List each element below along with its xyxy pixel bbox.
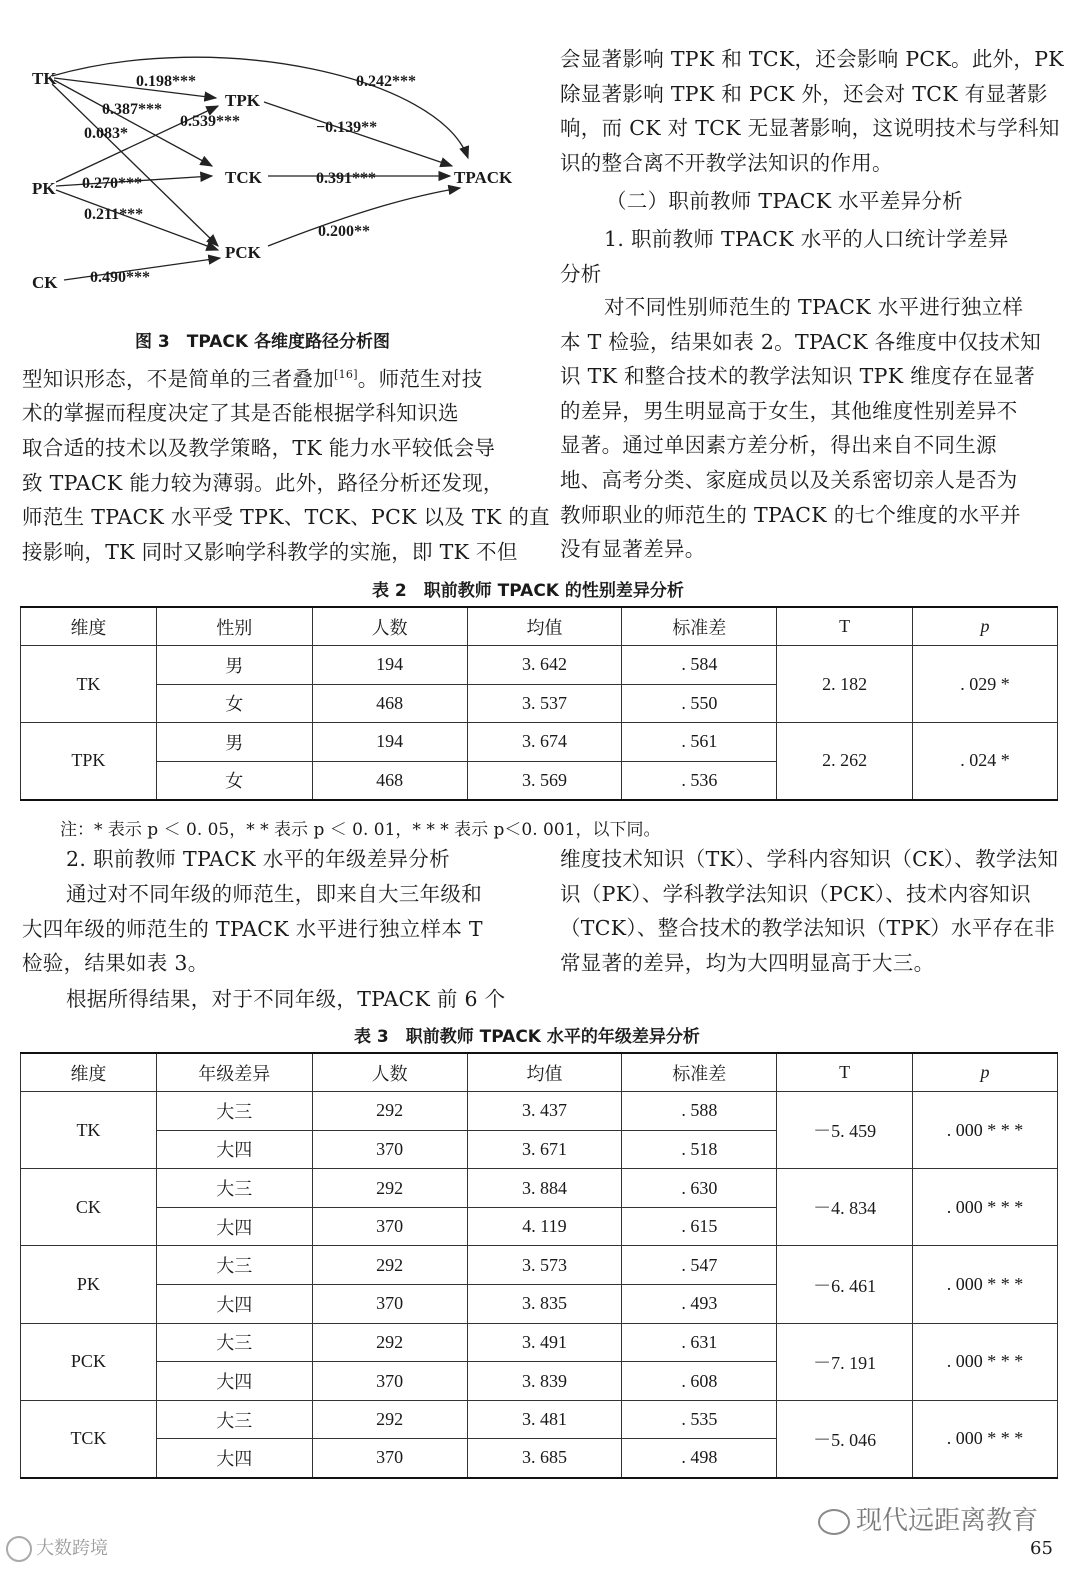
table-cell: 370 <box>312 1130 467 1169</box>
text-line: 常显著的差异，均为大四明显高于大三。 <box>560 950 935 975</box>
p-value-cell: . 024 * <box>913 723 1058 800</box>
table-cell: 292 <box>312 1092 467 1131</box>
text-line: 通过对不同年级的师范生，即来自大三年级和 <box>66 882 482 906</box>
text-line: 响，而 CK 对 TCK 无显著影响，这说明技术与学科知 <box>560 116 1060 141</box>
t-value-cell: 2. 262 <box>777 723 913 800</box>
table-cell: 292 <box>312 1323 467 1362</box>
table-cell: 女 <box>156 684 312 723</box>
table-cell: . 630 <box>622 1169 777 1208</box>
text-line: 识（PK）、学科教学法知识（PCK）、技术内容知识 <box>560 881 1031 906</box>
table-cell: . 536 <box>622 761 777 800</box>
right-paragraph-2 <box>560 290 1060 567</box>
p-value-cell: . 000 * * * <box>913 1092 1058 1169</box>
table-cell: 大三 <box>156 1169 312 1208</box>
table-cell: 194 <box>312 723 467 762</box>
right-paragraph-3 <box>560 842 1060 980</box>
table-cell: 大三 <box>156 1400 312 1439</box>
citation: [16] <box>334 368 358 381</box>
table-cell: 大四 <box>156 1130 312 1169</box>
table2 <box>20 606 1058 801</box>
page-number: 65 <box>1030 1538 1053 1559</box>
text-line: 维度技术知识（TK）、学科内容知识（CK）、教学法知 <box>560 847 1059 871</box>
table-cell: 女 <box>156 761 312 800</box>
table-cell: 3. 674 <box>467 723 622 762</box>
column-header: 人数 <box>312 1053 467 1092</box>
column-header: 人数 <box>312 607 467 646</box>
table-cell: 292 <box>312 1400 467 1439</box>
table-cell: 3. 537 <box>467 684 622 723</box>
text-line: 教师职业的师范生的 TPACK 的七个维度的水平并 <box>560 502 1021 527</box>
coef-pk-tpk: 0.539*** <box>180 113 240 130</box>
text-line: 显著。通过单因素方差分析，得出来自不同生源 <box>560 433 997 458</box>
text-line: 检验，结果如表 3。 <box>22 951 209 976</box>
bottom-logo <box>6 1534 108 1562</box>
t-value-cell: －7. 191 <box>777 1323 913 1400</box>
logo-text: 大数跨境 <box>36 1538 108 1559</box>
node-tck: TCK <box>225 168 262 187</box>
path-diagram <box>20 48 530 310</box>
table-cell: 大三 <box>156 1092 312 1131</box>
column-header: 维度 <box>21 607 157 646</box>
node-tpk: TPK <box>225 91 260 110</box>
coef-pck-tpack: 0.200** <box>318 223 370 240</box>
node-pck: PCK <box>225 243 261 262</box>
table-cell: 3. 835 <box>467 1285 622 1324</box>
text-line: 识的整合离不开教学法知识的作用。 <box>560 150 893 175</box>
table-cell: . 547 <box>622 1246 777 1285</box>
table-cell: 男 <box>156 646 312 685</box>
table-row <box>21 1169 1058 1208</box>
text-line: （TCK）、整合技术的教学法知识（TPK）水平存在非 <box>560 916 1056 941</box>
section-heading: （二）职前教师 TPACK 水平差异分析 <box>606 189 963 213</box>
table-cell: 370 <box>312 1285 467 1324</box>
node-pk: PK <box>32 179 56 198</box>
t-value-cell: －4. 834 <box>777 1169 913 1246</box>
table-note: 注：* 表示 p ＜ 0. 05，* * 表示 p ＜ 0. 01，* * * 表示 p＜0. 001，以下同。 <box>60 820 661 840</box>
p-value-cell: . 000 * * * <box>913 1169 1058 1246</box>
text-segment: 型知识形态，不是简单的三者叠加 <box>22 366 334 391</box>
right-paragraph-1 <box>560 42 1064 180</box>
table-cell: 大四 <box>156 1439 312 1478</box>
table-cell: . 588 <box>622 1092 777 1131</box>
table3 <box>20 1052 1058 1479</box>
text-line: 除显著影响 TPK 和 PCK 外，还会对 TCK 有显著影 <box>560 81 1048 106</box>
subsection-heading-1 <box>560 222 1060 291</box>
coef-tpk-tpack: −0.139** <box>316 119 378 136</box>
text-line: 大四年级的师范生的 TPACK 水平进行独立样本 T <box>22 916 483 941</box>
column-header: 年级差异 <box>156 1053 312 1092</box>
column-header: 均值 <box>467 607 622 646</box>
text-line: 致 TPACK 能力较为薄弱。此外，路径分析还发现， <box>22 470 504 495</box>
table3-caption: 表 3 职前教师 TPACK 水平的年级差异分析 <box>354 1027 700 1047</box>
table-cell: 男 <box>156 723 312 762</box>
text-line: 术的掌握而程度决定了其是否能根据学科知识选 <box>22 401 459 426</box>
dimension-cell: TK <box>21 1092 157 1169</box>
p-value-cell: . 000 * * * <box>913 1246 1058 1323</box>
coef-ck-pck: 0.490*** <box>90 269 150 286</box>
subsection-heading-2: 2. 职前教师 TPACK 水平的年级差异分析 <box>66 847 450 871</box>
table2-caption: 表 2 职前教师 TPACK 的性别差异分析 <box>372 581 684 601</box>
column-header: 标准差 <box>622 607 777 646</box>
text-line: 对不同性别师范生的 TPACK 水平进行独立样 <box>604 295 1024 319</box>
t-value-cell: －5. 459 <box>777 1092 913 1169</box>
text-line: 地、高考分类、家庭成员以及关系密切亲人是否为 <box>560 467 1018 492</box>
dimension-cell: TCK <box>21 1400 157 1477</box>
table-row <box>21 1323 1058 1362</box>
table-cell: 370 <box>312 1207 467 1246</box>
text-line: 会显著影响 TPK 和 TCK，还会影响 PCK。此外，PK <box>560 47 1064 71</box>
table-cell: . 498 <box>622 1439 777 1478</box>
table-cell: 3. 685 <box>467 1439 622 1478</box>
watermark <box>818 1500 1038 1537</box>
dimension-cell: CK <box>21 1169 157 1246</box>
column-header: T <box>777 1053 913 1092</box>
coef-tk-tpk: 0.387*** <box>102 101 162 118</box>
table-header-row <box>21 607 1058 646</box>
t-value-cell: －5. 046 <box>777 1400 913 1477</box>
text-line: 本 T 检验，结果如表 2。TPACK 各维度中仅技术知 <box>560 329 1042 354</box>
table-cell: . 535 <box>622 1400 777 1439</box>
table-cell: 3. 437 <box>467 1092 622 1131</box>
table-cell: 3. 569 <box>467 761 622 800</box>
dimension-cell: TPK <box>21 723 157 800</box>
text-segment: 。师范生对技 <box>357 366 483 391</box>
table-cell: 194 <box>312 646 467 685</box>
column-header: 性别 <box>156 607 312 646</box>
text-line: 1. 职前教师 TPACK 水平的人口统计学差异 <box>604 227 1009 251</box>
text-line: 取合适的技术以及教学策略，TK 能力水平较低会导 <box>22 436 496 461</box>
column-header: 标准差 <box>622 1053 777 1092</box>
left-paragraph-4: 根据所得结果，对于不同年级，TPACK 前 6 个 <box>66 987 506 1011</box>
table-row <box>21 646 1058 685</box>
text-line: 接影响，TK 同时又影响学科教学的实施，即 TK 不但 <box>22 539 518 564</box>
table-cell: 大三 <box>156 1246 312 1285</box>
table-cell: 468 <box>312 684 467 723</box>
node-tk: TK <box>32 69 57 88</box>
column-header: T <box>777 607 913 646</box>
table-cell: . 631 <box>622 1323 777 1362</box>
coef-pk-pck: 0.211*** <box>84 206 144 223</box>
t-value-cell: 2. 182 <box>777 646 913 723</box>
table-cell: 大四 <box>156 1285 312 1324</box>
coef-tk-tpack: 0.242*** <box>356 73 416 90</box>
table-cell: . 550 <box>622 684 777 723</box>
table-row <box>21 723 1058 762</box>
table-row <box>21 1092 1058 1131</box>
table-cell: 3. 642 <box>467 646 622 685</box>
wechat-icon <box>818 1509 850 1535</box>
table-cell: . 608 <box>622 1362 777 1401</box>
table-row <box>21 1246 1058 1285</box>
dimension-cell: PK <box>21 1246 157 1323</box>
column-header: p <box>913 1053 1058 1092</box>
table-cell: 3. 481 <box>467 1400 622 1439</box>
node-tpack: TPACK <box>454 168 513 187</box>
table-cell: 大四 <box>156 1362 312 1401</box>
logo-icon <box>6 1536 32 1562</box>
text-line: 识 TK 和整合技术的教学法知识 TPK 维度存在显著 <box>560 364 1035 389</box>
table-cell: 3. 839 <box>467 1362 622 1401</box>
table-cell: 3. 491 <box>467 1323 622 1362</box>
table-cell: . 615 <box>622 1207 777 1246</box>
table-cell: 370 <box>312 1439 467 1478</box>
watermark-text: 现代远距离教育 <box>856 1506 1039 1536</box>
table-cell: 3. 884 <box>467 1169 622 1208</box>
left-paragraph-3 <box>22 877 522 981</box>
t-value-cell: －6. 461 <box>777 1246 913 1323</box>
table-cell: 大三 <box>156 1323 312 1362</box>
table-cell: . 518 <box>622 1130 777 1169</box>
table-cell: 468 <box>312 761 467 800</box>
table-cell: 370 <box>312 1362 467 1401</box>
table-cell: 4. 119 <box>467 1207 622 1246</box>
table-cell: 3. 573 <box>467 1246 622 1285</box>
node-ck: CK <box>32 273 58 292</box>
table-cell: . 493 <box>622 1285 777 1324</box>
text-line: 分析 <box>560 261 602 286</box>
coef-tck-tpack: 0.391*** <box>316 170 376 187</box>
table-cell: 大四 <box>156 1207 312 1246</box>
table-cell: 3. 671 <box>467 1130 622 1169</box>
p-value-cell: . 000 * * * <box>913 1323 1058 1400</box>
table-cell: . 584 <box>622 646 777 685</box>
text-line <box>22 358 522 396</box>
table-row <box>21 1400 1058 1439</box>
table-cell: . 561 <box>622 723 777 762</box>
text-line: 没有显著差异。 <box>560 537 706 562</box>
coef-tk-pck: 0.083* <box>84 125 128 142</box>
text-line: 师范生 TPACK 水平受 TPK、TCK、PCK 以及 TK 的直 <box>22 505 550 530</box>
table-header-row <box>21 1053 1058 1092</box>
column-header: 维度 <box>21 1053 157 1092</box>
left-paragraph-1 <box>22 358 550 569</box>
coef-pk-tck: 0.270*** <box>82 175 142 192</box>
dimension-cell: PCK <box>21 1323 157 1400</box>
text-line: 的差异，男生明显高于女生，其他维度性别差异不 <box>560 398 1018 423</box>
dimension-cell: TK <box>21 646 157 723</box>
coef-tk-tck: 0.198*** <box>136 73 196 90</box>
figure-caption: 图 3 TPACK 各维度路径分析图 <box>135 332 390 352</box>
p-value-cell: . 000 * * * <box>913 1400 1058 1477</box>
table-cell: 292 <box>312 1169 467 1208</box>
column-header: 均值 <box>467 1053 622 1092</box>
table-cell: 292 <box>312 1246 467 1285</box>
column-header: p <box>913 607 1058 646</box>
p-value-cell: . 029 * <box>913 646 1058 723</box>
